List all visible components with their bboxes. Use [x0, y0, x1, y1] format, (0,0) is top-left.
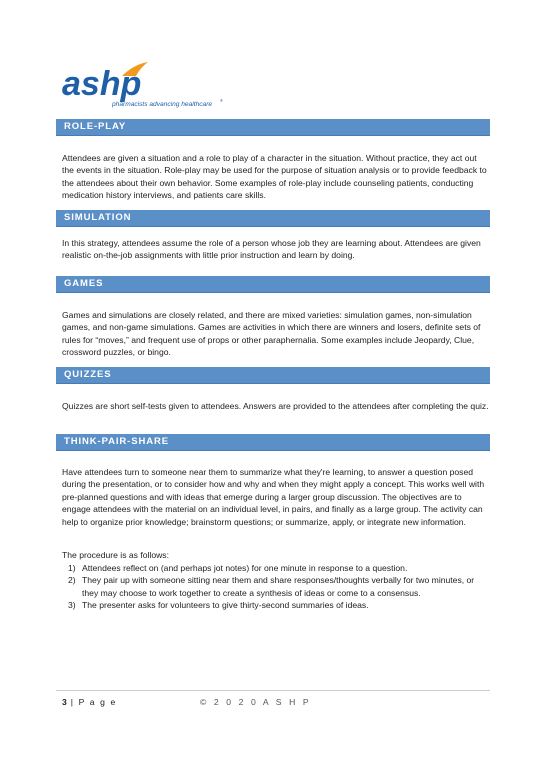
step-text: Attendees reflect on (and perhaps jot notes) for one minute in response to a question.: [82, 563, 408, 573]
list-item: [62, 599, 490, 611]
procedure-steps-list: [62, 562, 490, 612]
step-number: 2): [68, 575, 76, 586]
logo-registered-mark: ®: [220, 98, 223, 103]
section-heading-games: [56, 276, 490, 293]
list-item: [62, 574, 490, 599]
ashp-logo: [62, 62, 232, 110]
section-heading-role-play: [56, 119, 490, 136]
logo-tagline: pharmacists advancing healthcare: [112, 101, 213, 108]
step-number: 1): [68, 563, 76, 573]
page-number: 3: [62, 697, 67, 707]
list-item: [62, 562, 490, 574]
section-heading-text: GAMES: [64, 278, 104, 289]
step-number: 3): [68, 600, 76, 611]
section-heading-quizzes: [56, 367, 490, 384]
section-heading-text: SIMULATION: [64, 212, 132, 223]
procedure-intro: The procedure is as follows:: [62, 550, 169, 560]
section-body-quizzes: Quizzes are short self-tests given to attendees. Answers are provided to the attendees after completing the quiz.: [62, 401, 489, 411]
section-body-games: Games and simulations are closely related, and there are mixed varieties: simulation games, non-simulation games, and non-game simulations. Games are activities in which there are winners and losers, definite sets of rules for “moves,” and frequent use of props or other paraphernalia. Some examples include Jeopardy, Clue, crossword puzzles, or bingo.: [62, 310, 481, 358]
section-heading-think-pair-share: [56, 434, 490, 451]
footer-page-number: [62, 697, 117, 707]
section-heading-text: ROLE-PLAY: [64, 121, 127, 132]
section-heading-text: THINK-PAIR-SHARE: [64, 436, 169, 447]
step-text: The presenter asks for volunteers to give thirty-second summaries of ideas.: [82, 600, 369, 611]
footer-copyright: © 2 0 2 0 A S H P: [200, 697, 312, 707]
step-text: They pair up with someone sitting near them and share responses/thoughts verbally for two minutes, or they may choose to work together to create a synthesis of ideas or come to a consensus.: [82, 575, 475, 598]
ashp-logo-mark: [62, 62, 232, 110]
section-heading-text: QUIZZES: [64, 369, 112, 380]
section-body-simulation: In this strategy, attendees assume the role of a person whose job they are learning about. Attendees are given realistic on-the-job assignments with little prior instruction and learn by doing.: [62, 238, 481, 261]
section-body-think-pair-share: Have attendees turn to someone near them to summarize what they're learning, to answer a question posed during the presentation, or to consider how and why and when they might apply a concept. This works well with pre-planned questions and with ideas that emerge during a larger group discussion. The objectives are to engage attendees with the material on an individual level, in pairs, and finally as a large group. The activity can help to organize prior knowledge; brainstorm questions; or summarize, apply, or integrate new information.: [62, 467, 485, 527]
page-label: | P a g e: [66, 697, 117, 707]
section-body-role-play: Attendees are given a situation and a role to play of a character in the situation. Without practice, they act out the events in the situation. Role-play may be used for the purpose of situation analysis or to provide feedback to the attendees about their own behavior. Some examples of role-play include counseling patients, conducting medication history interviews, and patients care skills.: [62, 153, 487, 201]
logo-wordmark: ashp: [62, 65, 142, 103]
section-heading-simulation: [56, 210, 490, 227]
footer-divider: [56, 690, 490, 691]
